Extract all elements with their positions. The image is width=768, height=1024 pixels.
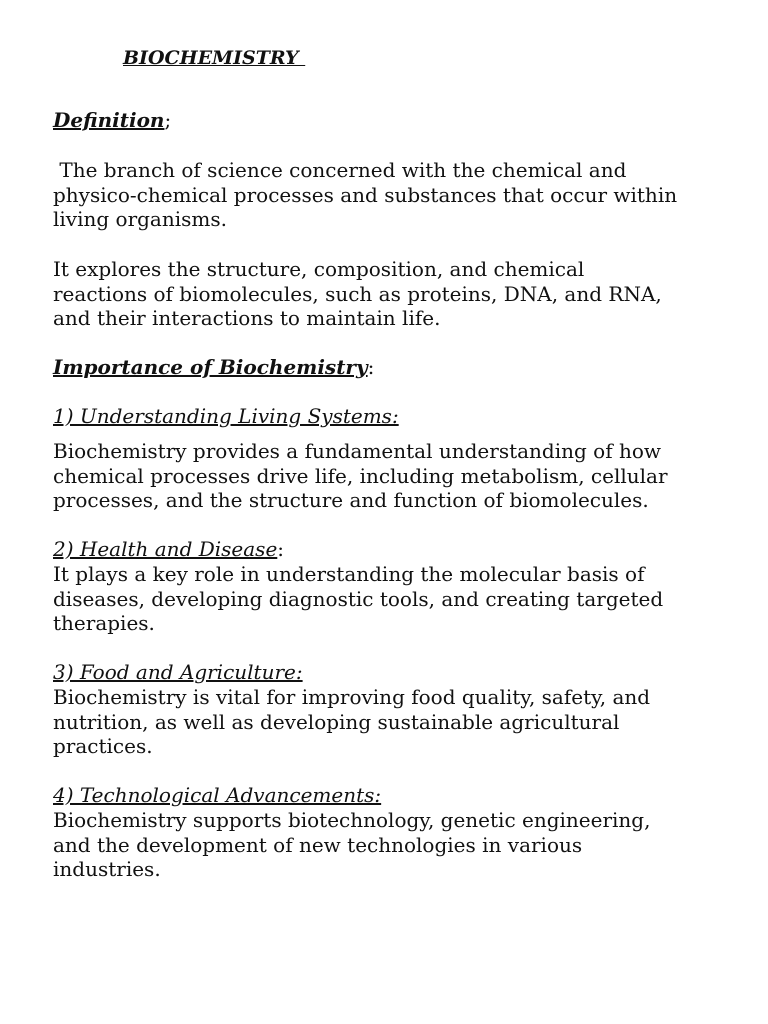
item-1-heading-label: 1) Understanding Living Systems: bbox=[53, 404, 399, 428]
definition-heading bbox=[53, 108, 171, 132]
item-3-heading-label: 3) Food and Agriculture: bbox=[53, 660, 303, 684]
paragraph-line: and the development of new technologies in various bbox=[53, 832, 583, 857]
paragraph-line: and their interactions to maintain life. bbox=[53, 306, 441, 331]
definition-paragraph-2 bbox=[53, 257, 743, 331]
item-1-paragraph bbox=[53, 439, 743, 513]
paragraph-line: It explores the structure, composition, and chemical bbox=[53, 257, 585, 281]
paragraph-line: It plays a key role in understanding the molecular basis of bbox=[53, 562, 645, 586]
paragraph-line: processes, and the structure and function of biomolecules. bbox=[53, 488, 649, 513]
paragraph-line: Biochemistry supports biotechnology, genetic engineering, bbox=[53, 808, 651, 832]
importance-heading-label: Importance of Biochemistry bbox=[53, 355, 368, 379]
item-3-paragraph bbox=[53, 685, 743, 759]
item-4-paragraph bbox=[53, 808, 743, 882]
paragraph-line: practices. bbox=[53, 734, 153, 759]
paragraph-line: physico-chemical processes and substances that occur within bbox=[53, 182, 678, 207]
definition-heading-punct: ; bbox=[164, 108, 172, 132]
item-3-heading bbox=[53, 660, 303, 684]
definition-paragraph-1 bbox=[53, 158, 743, 232]
paragraph-line: Biochemistry is vital for improving food quality, safety, and bbox=[53, 685, 651, 709]
item-2-paragraph bbox=[53, 562, 743, 636]
paragraph-line: therapies. bbox=[53, 611, 155, 636]
importance-heading bbox=[53, 355, 374, 379]
importance-heading-punct: : bbox=[367, 355, 375, 379]
item-2-heading bbox=[53, 537, 284, 561]
paragraph-line: The branch of science concerned with the chemical and bbox=[53, 158, 627, 182]
definition-heading-label: Definition bbox=[53, 108, 165, 132]
item-2-heading-suffix: : bbox=[277, 537, 285, 561]
item-2-heading-label: 2) Health and Disease bbox=[53, 537, 278, 561]
paragraph-line: nutrition, as well as developing sustainable agricultural bbox=[53, 709, 620, 734]
paragraph-line: reactions of biomolecules, such as proteins, DNA, and RNA, bbox=[53, 281, 662, 306]
paragraph-line: diseases, developing diagnostic tools, and creating targeted bbox=[53, 586, 664, 611]
paragraph-line: chemical processes drive life, including metabolism, cellular bbox=[53, 463, 668, 488]
paragraph-line: Biochemistry provides a fundamental understanding of how bbox=[53, 439, 662, 463]
paragraph-line: industries. bbox=[53, 857, 161, 882]
paragraph-line: living organisms. bbox=[53, 207, 227, 232]
item-4-heading bbox=[53, 783, 381, 807]
item-4-heading-label: 4) Technological Advancements: bbox=[53, 783, 382, 807]
item-1-heading bbox=[53, 404, 399, 428]
document-title: BIOCHEMISTRY bbox=[123, 47, 306, 69]
